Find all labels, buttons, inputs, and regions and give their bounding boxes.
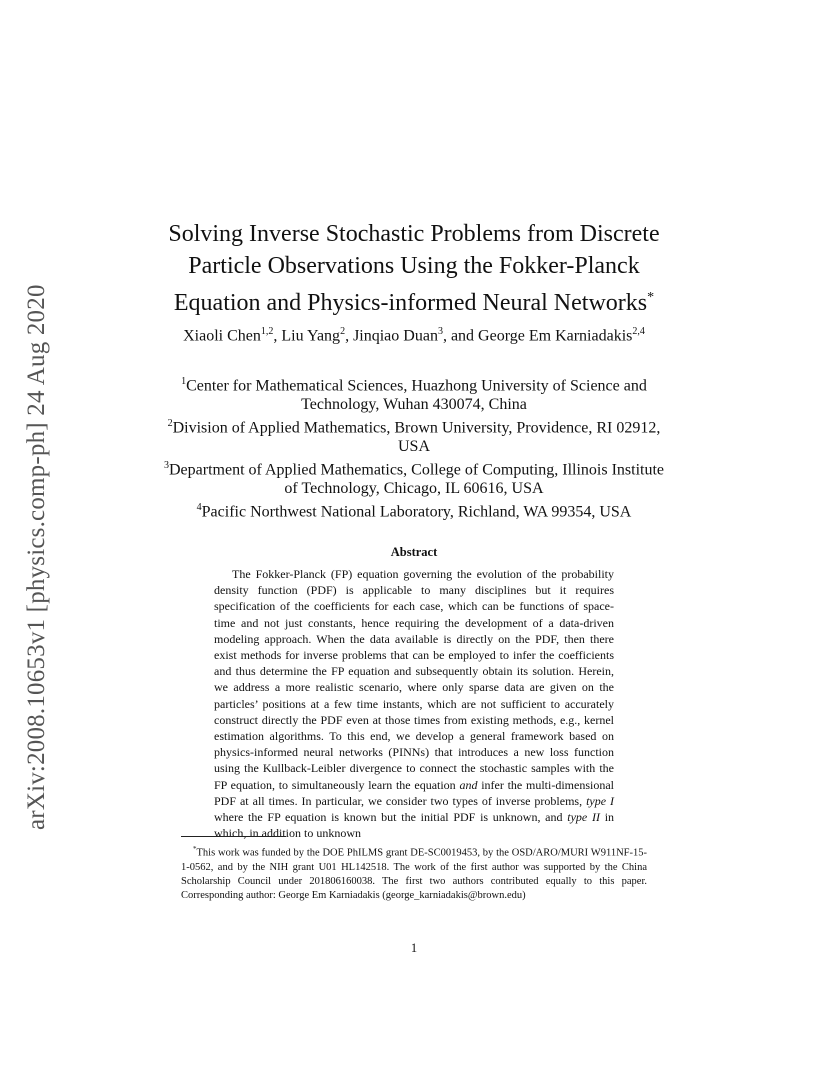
abstract-text: where the FP equation is known but the initial PDF is unknown, and	[214, 810, 563, 825]
author-name: George Em Karniadakis	[478, 327, 633, 345]
abstract-text: infer the multi-dimensional PDF at all times. In particular, we consider two types of inverse problems,	[214, 777, 614, 808]
abstract-heading: Abstract	[390, 545, 438, 559]
abstract-emphasis: type I	[586, 793, 615, 808]
paper-title	[150, 218, 678, 319]
arxiv-side-stamp: arXiv:2008.10653v1 [physics.comp-ph] 24 Aug 2020	[23, 284, 50, 830]
abstract-text: in which, in addition to unknown	[214, 810, 615, 841]
abstract-text: The Fokker-Planck (FP) equation governing the evolution of the probability density function (PDF) is applicable to many disciplines but it requires specification of the coefficients for each case, which can be functions of space-time and not just constants, hence requiring the development of a data-driven modeling approach. When the data available is directly on the PDF, then there exist methods for inverse problems that can be employed to infer the coefficients and thus determine the FP equation and subsequently obtain its solution. Herein, we address a more realistic scenario, where only sparse data are given on the particles’ positions at a few time instants, which are not sufficient to accurately construct directly the PDF even at those times from existing methods, e.g., kernel estimation algorithms. To this end, we develop a general framework based on physics-informed neural networks (PINNs) that introduces a new loss function using the Kullback-Leibler divergence to connect the stochastic samples with the FP equation, to simultaneously learn the equation	[214, 567, 614, 792]
affiliation-sup: 2	[167, 417, 173, 429]
author-list	[150, 322, 678, 346]
author-affil-sup: 3	[437, 326, 443, 337]
author-name: Jinqiao Duan	[353, 327, 438, 345]
footnote-divider	[181, 836, 286, 837]
affiliation-sup: 1	[181, 376, 187, 387]
footnote-mark: *	[193, 845, 197, 853]
author-separator: , and	[442, 327, 479, 345]
abstract-emphasis: type II	[567, 810, 600, 825]
author-affil-sup: 2	[340, 326, 346, 337]
author-name: Xiaoli Chen	[183, 327, 261, 345]
affiliation-sup: 3	[163, 459, 169, 471]
author-separator: ,	[273, 327, 282, 345]
footnote-text: This work was funded by the DOE PhILMS grant DE-SC0019453, by the OSD/ARO/MURI W911NF-15-1-0562, and by the NIH grant U01 HL142518. The work of the first author was supported by the China Scholarship Council under 201806160038. The first two authors contributed equally to this paper. Corresponding author: George Em Karniadakis (george_karniadakis@brown.edu)	[181, 847, 647, 901]
title-footnote-mark: *	[647, 290, 655, 305]
author-affil-sup: 2,4	[632, 326, 645, 337]
affiliation-list	[160, 373, 668, 522]
author-affil-sup: 1,2	[260, 326, 274, 337]
affiliation	[160, 415, 668, 457]
affiliation	[160, 373, 668, 415]
page-number: 1	[410, 941, 418, 955]
affiliation	[160, 457, 668, 499]
abstract-body	[214, 566, 614, 841]
affiliation-sup: 4	[196, 501, 202, 513]
footnote	[181, 842, 647, 903]
affiliation-text: Pacific Northwest National Laboratory, Richland, WA 99354, USA	[201, 503, 632, 521]
affiliation-text: Center for Mathematical Sciences, Huazhong University of Science and Technology, Wuhan 430074, China	[186, 377, 647, 414]
title-text: Solving Inverse Stochastic Problems from Discrete Particle Observations Using the Fokker-Planck Equation and Physics-informed Neural Networks	[168, 221, 660, 316]
author-name: Liu Yang	[281, 327, 341, 345]
affiliation-text: Division of Applied Mathematics, Brown University, Providence, RI 02912, USA	[172, 419, 661, 456]
abstract-emphasis: and	[459, 777, 478, 792]
author-separator: ,	[345, 327, 354, 345]
affiliation	[160, 499, 668, 522]
affiliation-text: Department of Applied Mathematics, College of Computing, Illinois Institute of Technology, Chicago, IL 60616, USA	[168, 461, 665, 497]
